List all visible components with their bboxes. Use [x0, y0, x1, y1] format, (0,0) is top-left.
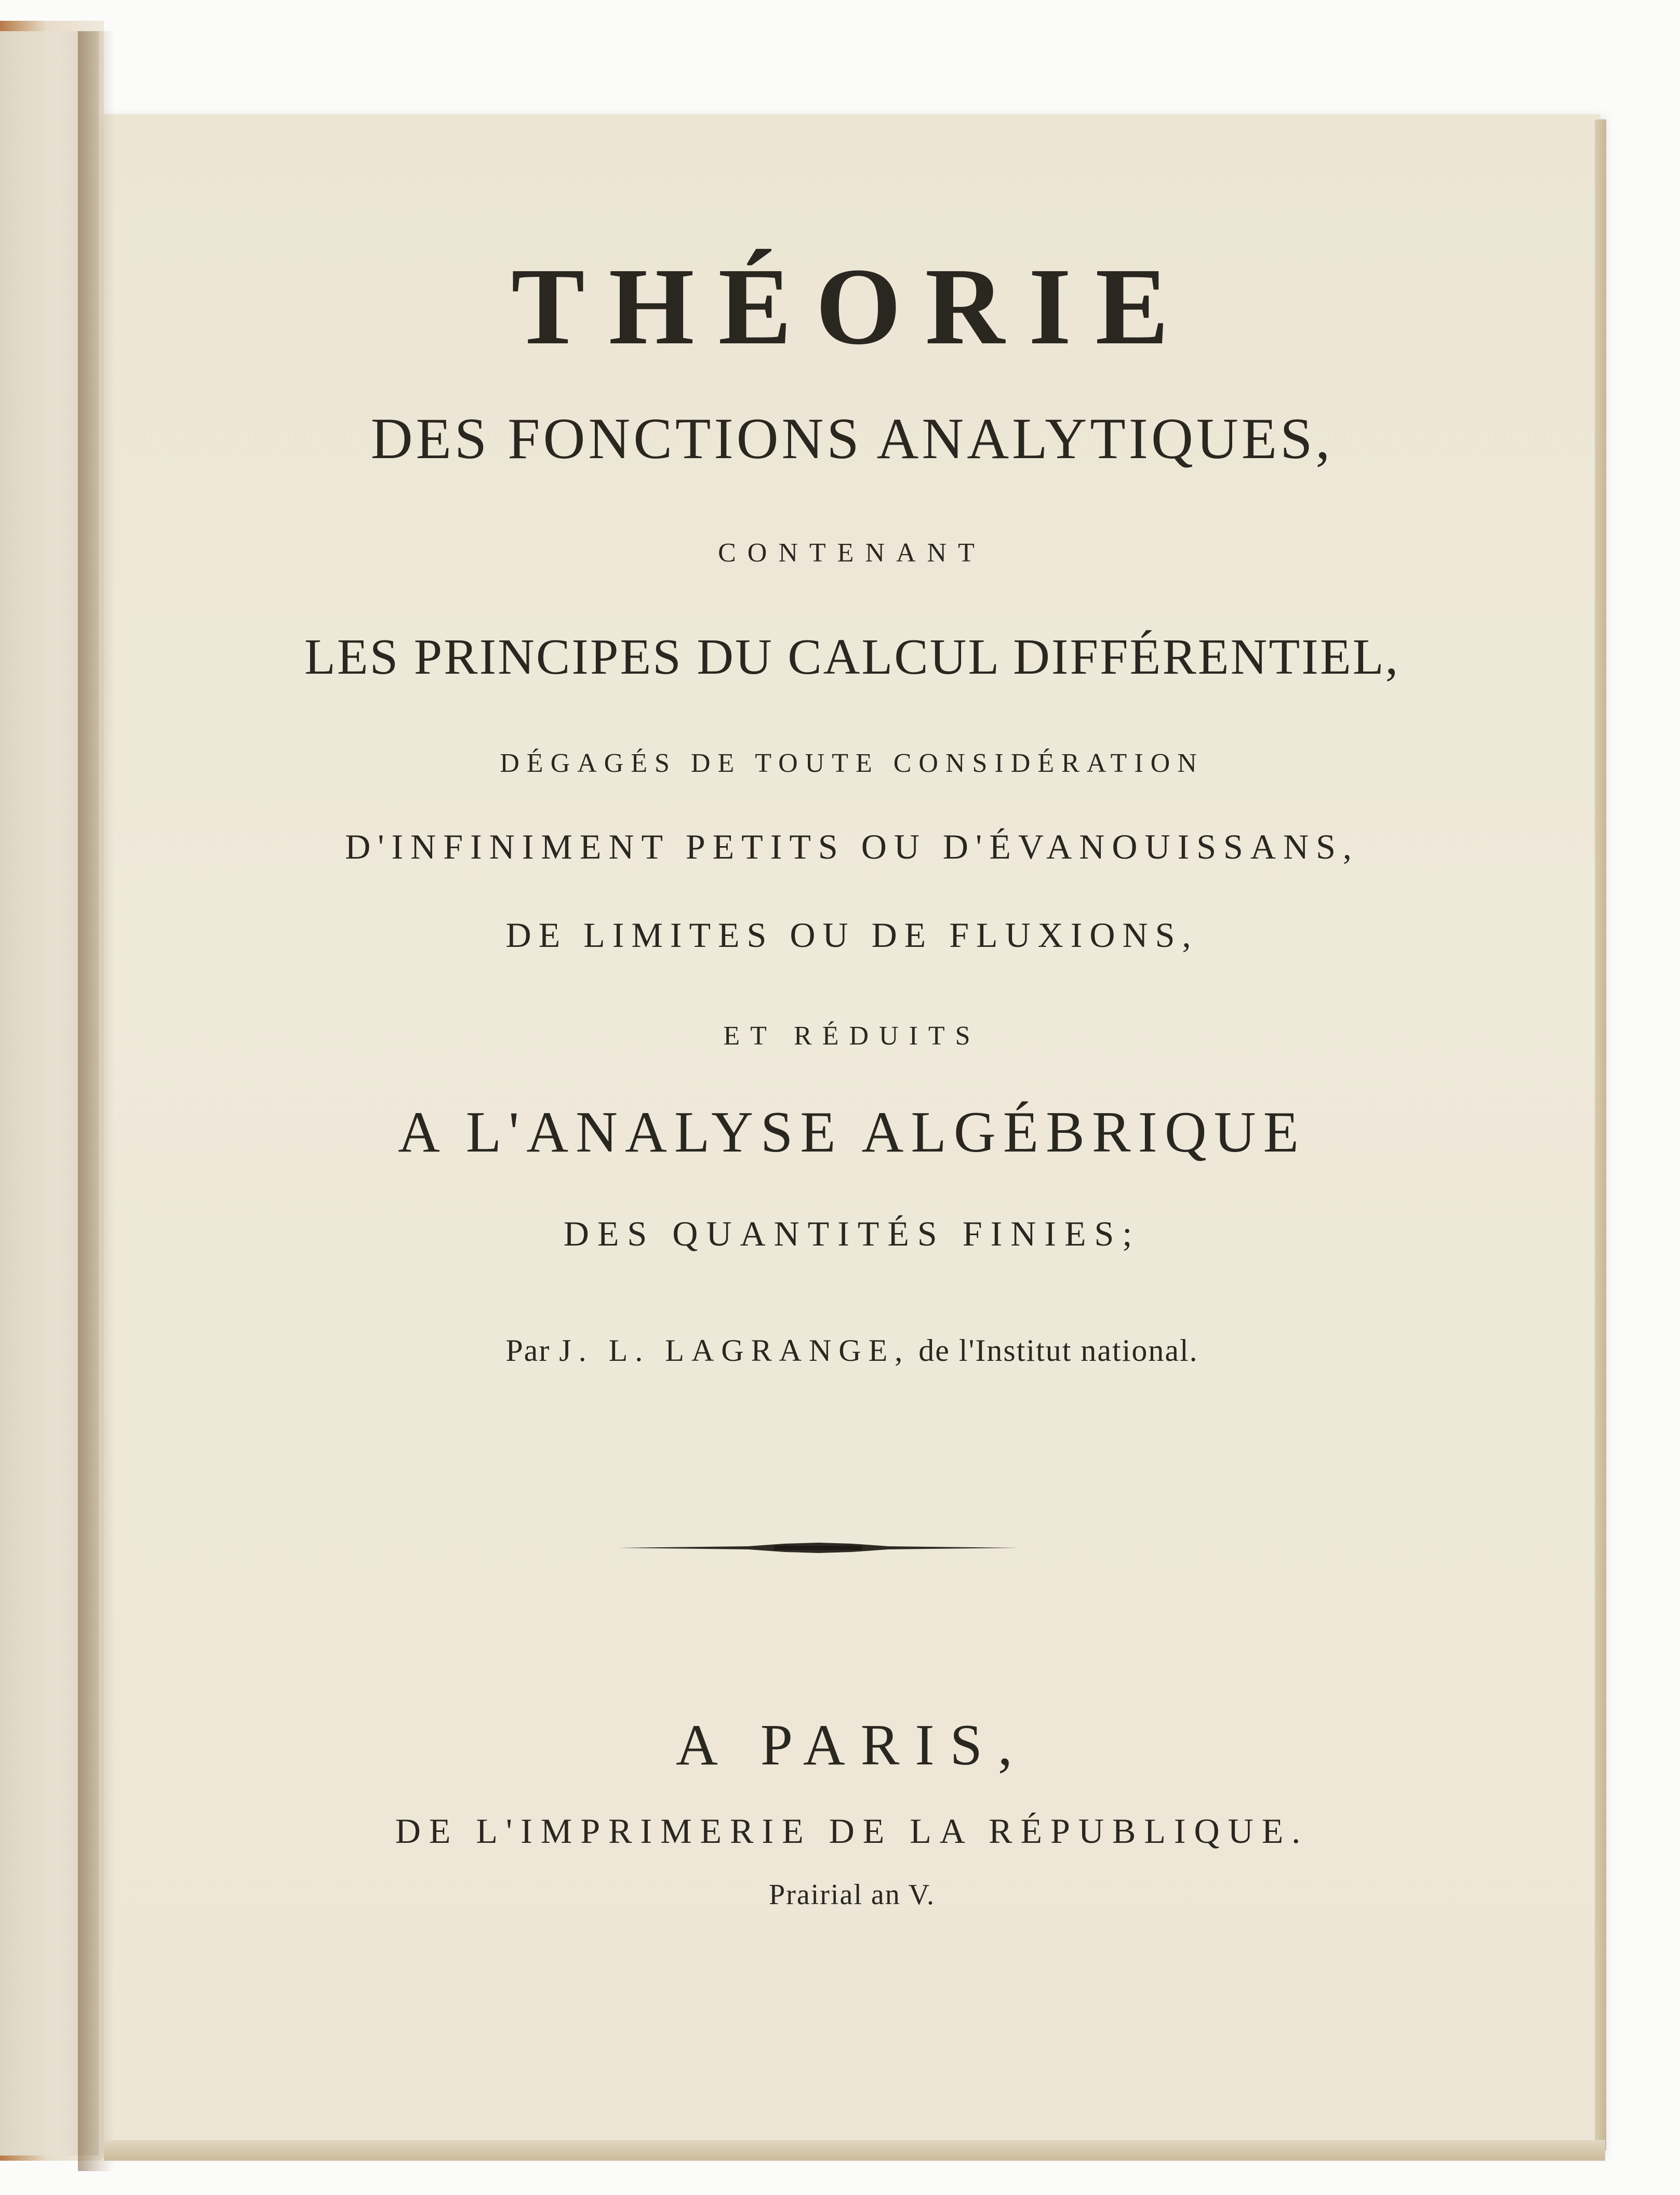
- author-prefix: Par: [505, 1333, 551, 1368]
- author-suffix: de l'Institut national.: [918, 1333, 1198, 1368]
- quantites-line: DES QUANTITÉS FINIES;: [563, 1214, 1141, 1253]
- limites-line: DE LIMITES OU DE FLUXIONS,: [505, 915, 1198, 955]
- reduits-line: ET RÉDUITS: [723, 1021, 981, 1051]
- analyse-line: A L'ANALYSE ALGÉBRIQUE: [397, 1100, 1306, 1165]
- subtitle-principes: LES PRINCIPES DU CALCUL DIFFÉRENTIEL,: [304, 629, 1400, 685]
- infiniment-line: D'INFINIMENT PETITS OU D'ÉVANOUISSANS,: [345, 827, 1359, 866]
- page-edge-bottom: [104, 2140, 1605, 2161]
- author-name: J. L. LAGRANGE,: [559, 1333, 910, 1368]
- book-title: THÉORIE: [511, 245, 1193, 367]
- degages-line: DÉGAGÉS DE TOUTE CONSIDÉRATION: [500, 748, 1204, 778]
- imprint-city: A PARIS,: [676, 1713, 1028, 1777]
- imprint-date: Prairial an V.: [769, 1879, 935, 1911]
- subtitle-fonctions: DES FONCTIONS ANALYTIQUES,: [370, 407, 1334, 471]
- ornamental-rule: [618, 1537, 1018, 1558]
- contenant-line: CONTENANT: [718, 538, 986, 568]
- imprint-printer: DE L'IMPRIMERIE DE LA RÉPUBLIQUE.: [395, 1811, 1309, 1851]
- author-line: [104, 1330, 1600, 1371]
